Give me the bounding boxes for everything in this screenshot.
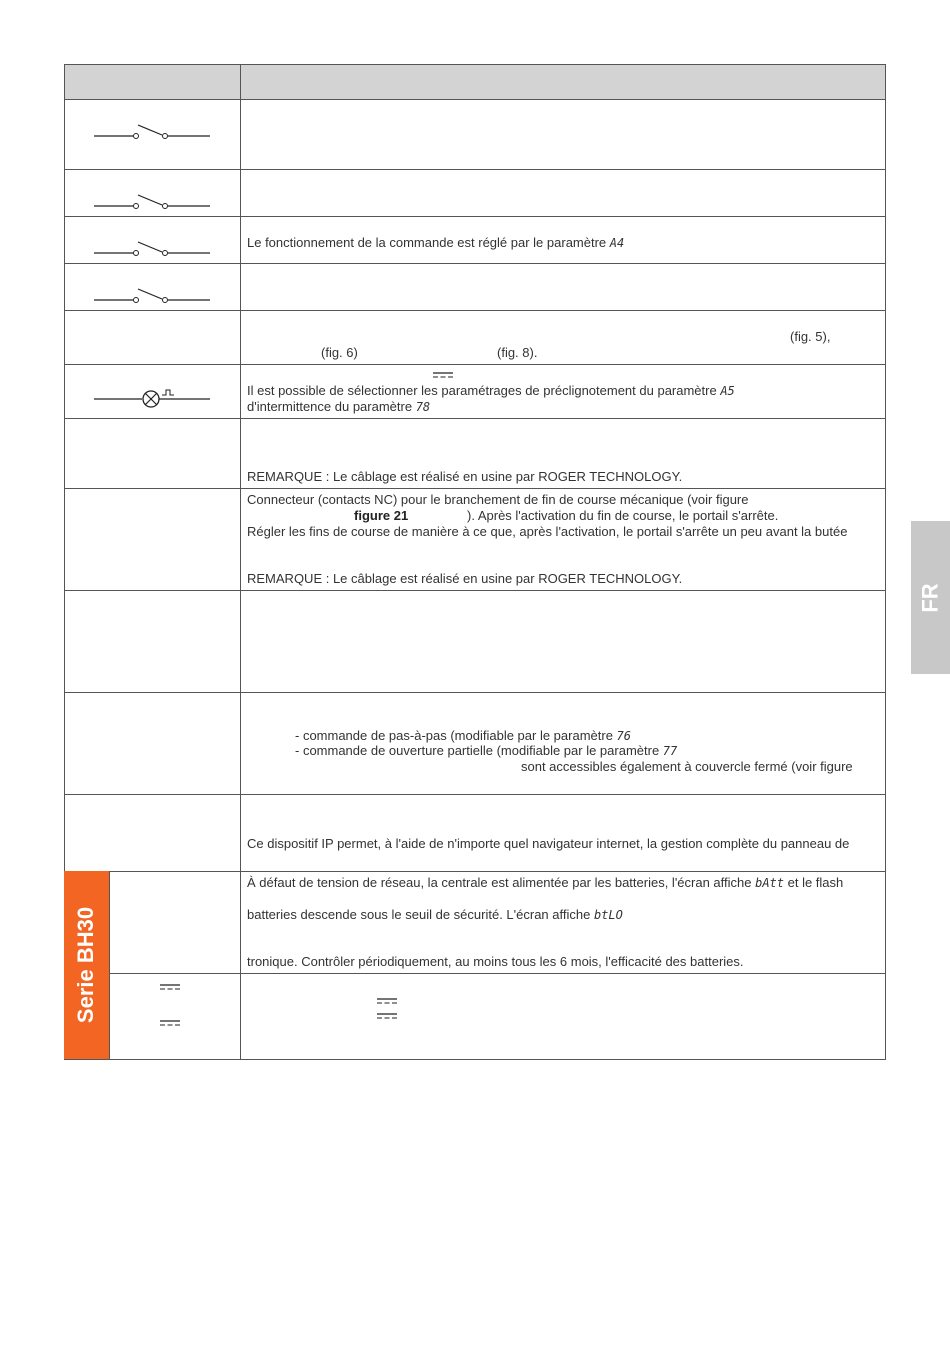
- flashing-lamp-icon: [90, 386, 215, 412]
- language-tab: [911, 521, 950, 674]
- switch-no-icon: [90, 284, 215, 308]
- column-divider: [240, 64, 241, 1060]
- row-divider: [64, 692, 886, 693]
- remark-note: REMARQUE : Le câblage est réalisé en usine par ROGER TECHNOLOGY.: [247, 469, 683, 484]
- description-text: Le fonctionnement de la commande est réglé par le paramètre: [247, 235, 610, 250]
- description-text: - commande de ouverture partielle (modifiable par le paramètre: [295, 743, 663, 758]
- description-text: Connecteur (contacts NC) pour le branchement de fin de course mécanique (voir figure: [247, 492, 749, 507]
- row-divider: [64, 364, 886, 365]
- description-text: batteries descende sous le seuil de sécurité. L'écran affiche: [247, 907, 594, 922]
- column-divider: [109, 871, 110, 1059]
- row-divider: [64, 794, 886, 795]
- row-description: [247, 399, 430, 415]
- row-divider: [64, 99, 886, 100]
- row-description: [247, 235, 624, 251]
- display-code: btLO: [593, 908, 623, 922]
- row-divider: [64, 418, 886, 419]
- series-band: [64, 871, 109, 1059]
- figure-reference: figure 21: [354, 508, 409, 523]
- parameter-code: A4: [609, 236, 625, 250]
- row-divider: [64, 590, 886, 591]
- description-text: À défaut de tension de réseau, la centrale est alimentée par les batteries, l'écran affiche: [247, 875, 756, 890]
- parameter-code: A5: [720, 384, 735, 398]
- parameter-code: 76: [616, 729, 631, 743]
- description-text: sont accessibles également à couvercle fermé (voir figure: [521, 759, 853, 774]
- list-item: [295, 743, 677, 759]
- description-text: d'intermittence du paramètre: [247, 399, 416, 414]
- row-description: [247, 907, 623, 923]
- dc-current-icon: [377, 997, 397, 1007]
- parameter-code: 77: [662, 744, 678, 758]
- dc-current-icon: [377, 1012, 397, 1022]
- parameter-code: 78: [415, 400, 431, 414]
- table-border-right: [885, 64, 886, 1060]
- dc-current-icon: [160, 1019, 180, 1029]
- row-divider: [64, 310, 886, 311]
- row-divider: [64, 871, 886, 872]
- description-text: tronique. Contrôler périodiquement, au moins tous les 6 mois, l'efficacité des batteries.: [247, 954, 744, 969]
- language-label: FR: [917, 582, 943, 613]
- description-text: et le flash: [784, 875, 844, 890]
- description-text: Il est possible de sélectionner les paramétrages de préclignotement du paramètre: [247, 383, 721, 398]
- row-divider: [109, 973, 886, 974]
- figure-reference: (fig. 6): [321, 345, 358, 360]
- switch-no-icon: [90, 120, 215, 144]
- description-text: Ce dispositif IP permet, à l'aide de n'importe quel navigateur internet, la gestion complète du panneau de: [247, 836, 850, 851]
- description-text: Régler les fins de course de manière à ce que, après l'activation, le portail s'arrête un peu avant la butée: [247, 524, 848, 539]
- display-code: bAtt: [755, 876, 785, 890]
- description-text: - commande de pas-à-pas (modifiable par le paramètre: [295, 728, 617, 743]
- row-description: [247, 383, 735, 399]
- figure-reference: (fig. 8).: [497, 345, 538, 360]
- table-header: [64, 64, 886, 99]
- dc-current-icon: [433, 371, 453, 381]
- table-border-top: [64, 64, 886, 65]
- table-border-bottom: [64, 1059, 886, 1060]
- switch-no-icon: [90, 237, 215, 261]
- row-divider: [64, 169, 886, 170]
- remark-note: REMARQUE : Le câblage est réalisé en usine par ROGER TECHNOLOGY.: [247, 571, 683, 586]
- switch-no-icon: [90, 190, 215, 214]
- row-divider: [64, 263, 886, 264]
- row-description: [247, 875, 843, 891]
- row-divider: [64, 216, 886, 217]
- list-item: [295, 728, 631, 744]
- description-text: ). Après l'activation du fin de course, le portail s'arrête.: [467, 508, 779, 523]
- dc-current-icon: [160, 983, 180, 993]
- figure-reference: (fig. 5),: [790, 329, 831, 344]
- row-divider: [64, 488, 886, 489]
- series-label: Serie BH30: [73, 906, 99, 1024]
